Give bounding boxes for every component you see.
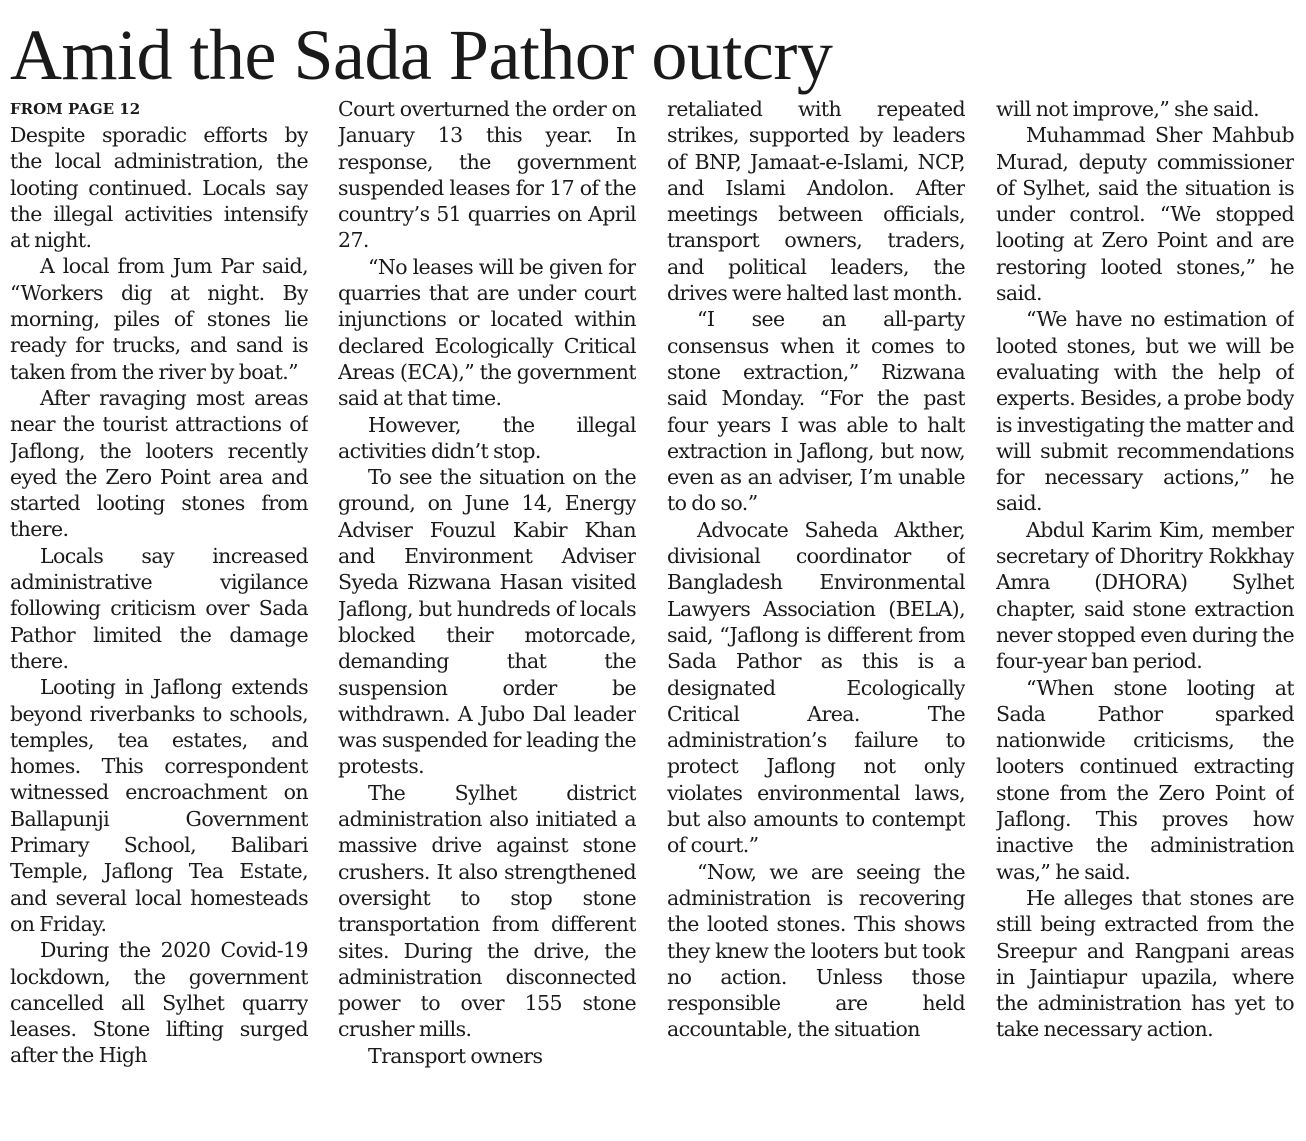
paragraph: During the 2020 Covid-19 lockdown, the government cancelled all Sylhet quarry leases. Stone lifting surged after the High [10,938,308,1068]
paragraph: To see the situation on the ground, on June 14, Energy Adviser Fouzul Kabir Khan and Environment Adviser Syeda Rizwana Hasan visited Jaflong, but hundreds of locals blocked their motorcade, demanding that the suspension order be withdrawn. A Jubo Dal leader was suspended for leading the protests. [338,465,636,779]
article-column-2 [338,96,636,1136]
paragraph: He alleges that stones are still being extracted from the Sreepur and Rangpani areas in Jaintiapur upazila, where the administration has yet to take necessary action. [996,885,1294,1042]
paragraph: “We have no estimation of looted stones, but we will be evaluating with the help of experts. Besides, a probe body is investigating the matter and will submit recommendations for necessary actions,” he said. [996,307,1294,516]
article-column-3 [667,96,965,1136]
paragraph: Locals say increased administrative vigilance following criticism over Sada Pathor limited the damage there. [10,543,308,673]
headline: Amid the Sada Pathor outcry [10,15,833,95]
paragraph: “No leases will be given for quarries that are under court injunctions or located within declared Ecologically Critical Areas (ECA),” the government said at that time. [338,254,636,411]
paragraph: Abdul Karim Kim, member secretary of Dhoritry Rokkhay Amra (DHORA) Sylhet chapter, said stone extraction never stopped even during the four-year ban period. [996,517,1294,674]
paragraph: A local from Jum Par said, “Workers dig at night. By morning, piles of stones lie ready for trucks, and sand is taken from the river by boat.” [10,254,308,384]
paragraph: Despite sporadic efforts by the local administration, the looting continued. Locals say the illegal activities intensify at night. [10,123,308,253]
paragraph: The Sylhet district administration also initiated a massive drive against stone crushers. It also strengthened oversight to stop stone transportation from different sites. During the drive, the administration disconnected power to over 155 stone crusher mills. [338,780,636,1042]
paragraph: Court overturned the order on January 13 this year. In response, the government suspended leases for 17 of the country’s 51 quarries on April 27. [338,97,636,253]
article-column-1 [10,96,308,1136]
article-column-4 [996,96,1294,1136]
paragraph: After ravaging most areas near the tourist attractions of Jaflong, the looters recently eyed the Zero Point area and started looting stones from there. [10,385,308,542]
kicker: FROM PAGE 12 [10,100,141,118]
paragraph: “I see an all-party consensus when it comes to stone extraction,” Rizwana said Monday. “For the past four years I was able to halt extraction in Jaflong, but now, even as an adviser, I’m unable to do so.” [667,307,965,516]
paragraph: Advocate Saheda Akther, divisional coordinator of Bangladesh Environmental Lawyers Association (BELA), said, “Jaflong is different from Sada Pathor as this is a designated Ecologically Critical Area. The administration’s failure to protect Jaflong not only violates environmental laws, but also amounts to contempt of court.” [667,517,965,858]
paragraph: Looting in Jaflong extends beyond riverbanks to schools, temples, tea estates, and homes. This correspondent witnessed encroachment on Ballapunji Government Primary School, Balibari Temple, Jaflong Tea Estate, and several local homesteads on Friday. [10,675,308,936]
paragraph: “When stone looting at Sada Pathor sparked nationwide criticisms, the looters continued extracting stone from the Zero Point of Jaflong. This proves how inactive the administration was,” he said. [996,675,1294,884]
paragraph: will not improve,” she said. [996,97,1260,121]
paragraph: retaliated with repeated strikes, supported by leaders of BNP, Jamaat-e-Islami, NCP, and Islami Andolon. After meetings between officials, transport owners, traders, and political leaders, the drives were halted last month. [667,97,965,306]
paragraph: However, the illegal activities didn’t stop. [338,412,636,463]
paragraph: Muhammad Sher Mahbub Murad, deputy commissioner of Sylhet, said the situation is under control. “We stopped looting at Zero Point and are restoring looted stones,” he said. [996,123,1294,306]
paragraph: Transport owners [368,1043,543,1068]
paragraph: “Now, we are seeing the administration is recovering the looted stones. This shows they knew the looters but took no action. Unless those responsible are held accountable, the situation [667,859,965,1042]
